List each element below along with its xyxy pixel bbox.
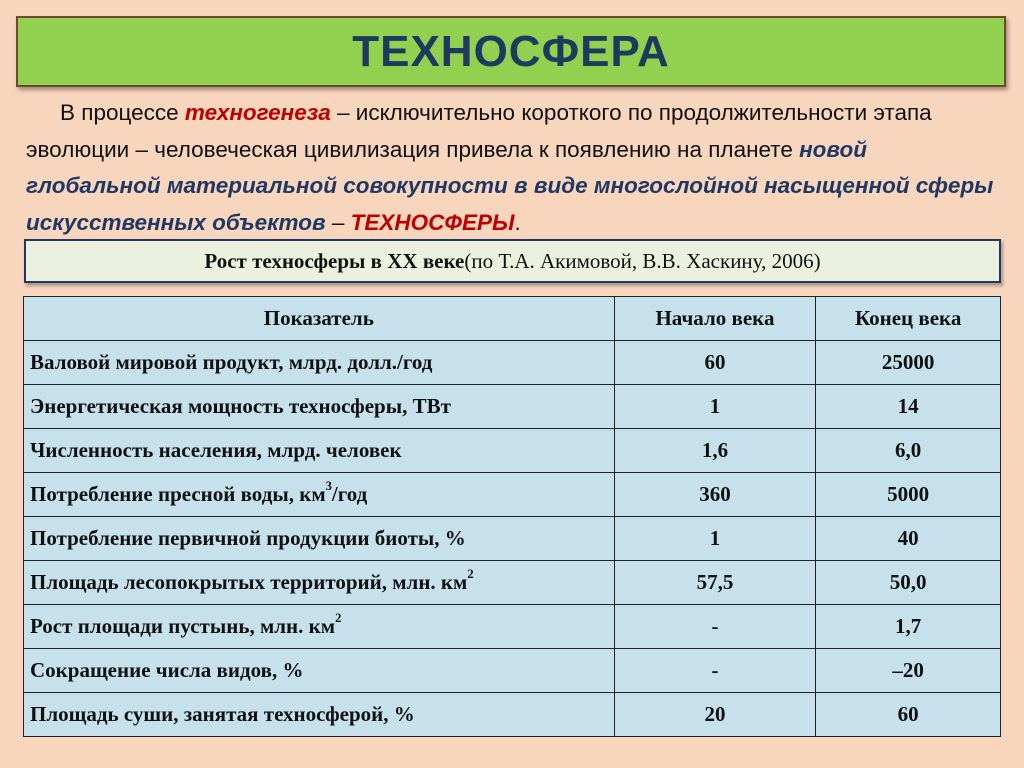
row-start-value: 57,5 <box>614 561 816 605</box>
intro-definition: новой глобальной материальной совокупности в виде многослойной насыщенной сферы искусственных объектов <box>26 136 994 235</box>
row-label <box>24 649 615 693</box>
row-end-value: 6,0 <box>816 429 1001 473</box>
row-label <box>24 473 615 517</box>
page-title: ТЕХНОСФЕРА <box>352 26 670 76</box>
row-label-text: Энергетическая мощность техносферы, ТВт <box>30 394 451 418</box>
row-label-text: Потребление пресной воды, км <box>30 482 326 506</box>
row-start-value: 20 <box>614 693 816 737</box>
intro-text-2: – исключительно короткого по продолжительности этапа эволюции – человеческая цивилизация привела к появлению на планете <box>26 100 932 162</box>
row-label-text: Рост площади пустынь, млн. км <box>30 614 336 638</box>
row-label-text: Площадь суши, занятая техносферой, % <box>30 702 415 726</box>
table-row <box>24 385 1001 429</box>
row-end-value: 60 <box>816 693 1001 737</box>
row-end-value: 40 <box>816 517 1001 561</box>
row-end-value: 5000 <box>816 473 1001 517</box>
row-label-superscript: 2 <box>335 611 342 625</box>
table-header-row <box>24 297 1001 341</box>
intro-end: . <box>514 209 521 235</box>
row-end-value: –20 <box>816 649 1001 693</box>
row-label-text: Площадь лесопокрытых территорий, млн. км <box>30 570 468 594</box>
row-start-value: 1 <box>614 385 816 429</box>
table-row <box>24 517 1001 561</box>
growth-table <box>23 296 1001 737</box>
intro-dash: – <box>325 209 351 235</box>
title-banner <box>16 16 1006 87</box>
row-label-superscript: 2 <box>467 567 474 581</box>
row-end-value: 1,7 <box>816 605 1001 649</box>
row-label <box>24 605 615 649</box>
caption-title: Рост техносферы в XX веке <box>204 248 465 273</box>
intro-text-1: В процессе <box>60 100 185 125</box>
header-indicator: Показатель <box>24 297 615 341</box>
intro-paragraph <box>26 95 1001 241</box>
header-end: Конец века <box>816 297 1001 341</box>
row-label <box>24 429 615 473</box>
row-label <box>24 561 615 605</box>
row-label-text: Сокращение числа видов, % <box>30 658 304 682</box>
table-caption <box>24 239 1001 283</box>
row-label <box>24 693 615 737</box>
row-start-value: - <box>614 605 816 649</box>
row-start-value: 60 <box>614 341 816 385</box>
table-row <box>24 649 1001 693</box>
row-label <box>24 517 615 561</box>
table-row <box>24 341 1001 385</box>
row-end-value: 50,0 <box>816 561 1001 605</box>
row-label-text: Численность населения, млрд. человек <box>30 438 402 462</box>
row-label <box>24 341 615 385</box>
table-row <box>24 473 1001 517</box>
table-row <box>24 429 1001 473</box>
table-row <box>24 693 1001 737</box>
row-start-value: - <box>614 649 816 693</box>
row-label-superscript: 3 <box>325 479 332 493</box>
row-start-value: 1,6 <box>614 429 816 473</box>
row-label <box>24 385 615 429</box>
row-label-text: Потребление первичной продукции биоты, % <box>30 526 466 550</box>
row-label-suffix: /год <box>331 482 368 506</box>
intro-technosphere: ТЕХНОСФЕРЫ <box>350 209 515 235</box>
table-row <box>24 561 1001 605</box>
row-start-value: 1 <box>614 517 816 561</box>
row-end-value: 25000 <box>816 341 1001 385</box>
intro-technogenesis: техногенеза <box>184 100 331 125</box>
row-start-value: 360 <box>614 473 816 517</box>
row-end-value: 14 <box>816 385 1001 429</box>
row-label-text: Валовой мировой продукт, млрд. долл./год <box>30 350 433 374</box>
table-row <box>24 605 1001 649</box>
header-start: Начало века <box>614 297 816 341</box>
caption-source: (по Т.А. Акимовой, В.В. Хаскину, 2006) <box>464 248 821 273</box>
